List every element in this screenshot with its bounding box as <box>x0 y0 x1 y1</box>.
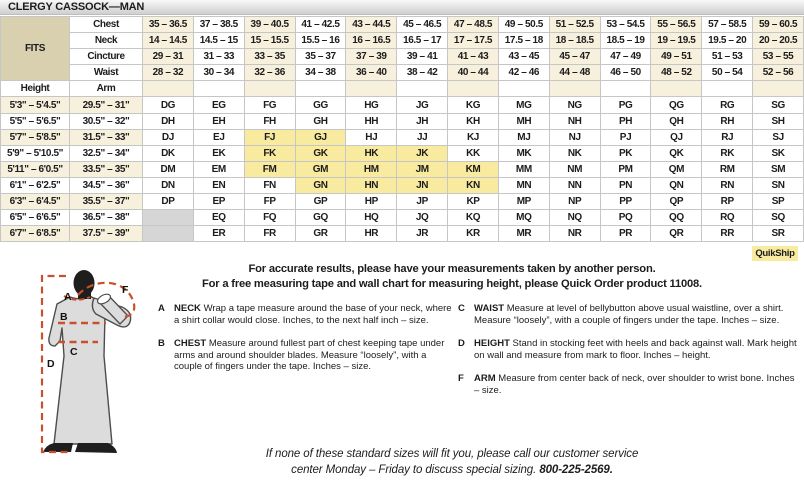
size-code-cell: DJ <box>143 129 194 145</box>
size-code-cell: KP <box>448 194 499 210</box>
size-code-cell: QJ <box>651 129 702 145</box>
size-code-cell: EK <box>193 145 244 161</box>
fits-value-cell: 35 – 37 <box>295 49 346 65</box>
size-code-cell: NQ <box>549 210 600 226</box>
header-spacer-cell <box>549 81 600 97</box>
fits-value-cell: 14 – 14.5 <box>143 33 194 49</box>
size-code-cell: EH <box>193 113 244 129</box>
notice-line-1: For accurate results, please have your measurements taken by another person. <box>248 263 656 275</box>
fits-value-cell: 43 – 44.5 <box>346 17 397 33</box>
size-code-cell: MJ <box>498 129 549 145</box>
fits-value-cell: 28 – 32 <box>143 65 194 81</box>
measurement-notice <box>100 262 804 291</box>
size-code-cell: DH <box>143 113 194 129</box>
size-code-cell: QR <box>651 226 702 242</box>
size-code-cell: GK <box>295 145 346 161</box>
instruction-height <box>458 338 798 361</box>
fits-value-cell: 20 – 20.5 <box>753 33 804 49</box>
size-code-cell: GN <box>295 177 346 193</box>
figure-label-f: F <box>122 284 129 296</box>
size-code-cell: JG <box>397 97 448 113</box>
empty-size-cell <box>143 210 194 226</box>
arm-range-cell: 30.5" – 32" <box>70 113 143 129</box>
size-code-cell: JM <box>397 161 448 177</box>
size-code-cell: QQ <box>651 210 702 226</box>
size-code-cell: JH <box>397 113 448 129</box>
size-code-cell: GQ <box>295 210 346 226</box>
fits-value-cell: 47 – 49 <box>600 49 651 65</box>
size-code-cell: PJ <box>600 129 651 145</box>
size-code-cell: HR <box>346 226 397 242</box>
fits-value-cell: 46 – 50 <box>600 65 651 81</box>
size-code-cell: FK <box>244 145 295 161</box>
fits-value-cell: 36 – 40 <box>346 65 397 81</box>
height-range-cell: 6'3" – 6'4.5" <box>1 194 70 210</box>
size-code-cell: HJ <box>346 129 397 145</box>
fits-row-label: Waist <box>70 65 143 81</box>
size-code-cell: DP <box>143 194 194 210</box>
size-code-cell: PR <box>600 226 651 242</box>
fits-value-cell: 17 – 17.5 <box>448 33 499 49</box>
size-code-cell: SJ <box>753 129 804 145</box>
size-code-cell: PP <box>600 194 651 210</box>
fits-value-cell: 19 – 19.5 <box>651 33 702 49</box>
fits-value-cell: 53 – 54.5 <box>600 17 651 33</box>
instruction-text: Measure from center back of neck, over shoulder to wrist bone. Inches – size. <box>474 373 795 396</box>
fits-value-cell: 37 – 39 <box>346 49 397 65</box>
instruction-arm <box>458 373 798 396</box>
fits-value-cell: 41 – 43 <box>448 49 499 65</box>
size-code-cell: RP <box>702 194 753 210</box>
height-range-cell: 5'3" – 5'4.5" <box>1 97 70 113</box>
fits-value-cell: 41 – 42.5 <box>295 17 346 33</box>
fits-value-cell: 39 – 41 <box>397 49 448 65</box>
size-code-cell: KQ <box>448 210 499 226</box>
fits-value-cell: 53 – 55 <box>753 49 804 65</box>
header-spacer-cell <box>753 81 804 97</box>
size-code-cell: HM <box>346 161 397 177</box>
figure-label-a: A <box>64 291 72 303</box>
fits-value-cell: 31 – 33 <box>193 49 244 65</box>
size-code-cell: JK <box>397 145 448 161</box>
size-code-cell: NH <box>549 113 600 129</box>
size-code-cell: RH <box>702 113 753 129</box>
height-range-cell: 6'1" – 6'2.5" <box>1 177 70 193</box>
size-code-cell: HP <box>346 194 397 210</box>
height-column-header: Height <box>1 81 70 97</box>
height-range-cell: 6'7" – 6'8.5" <box>1 226 70 242</box>
size-code-cell: JR <box>397 226 448 242</box>
measurement-figure <box>12 268 162 460</box>
instruction-letter: C <box>458 303 465 314</box>
arm-range-cell: 31.5" – 33" <box>70 129 143 145</box>
size-code-cell: DM <box>143 161 194 177</box>
customer-service-phone: 800-225-2569. <box>539 463 613 476</box>
header-spacer-cell <box>346 81 397 97</box>
size-code-cell: MR <box>498 226 549 242</box>
header-spacer-cell <box>244 81 295 97</box>
instruction-neck <box>158 303 454 326</box>
fits-row-label: Cincture <box>70 49 143 65</box>
page-title: CLERGY CASSOCK—MAN <box>0 0 804 15</box>
figure-label-b: B <box>60 311 68 323</box>
size-code-cell: JN <box>397 177 448 193</box>
header-spacer-cell <box>702 81 753 97</box>
fits-header: FITS <box>1 17 70 81</box>
size-code-cell: FM <box>244 161 295 177</box>
size-code-cell: SK <box>753 145 804 161</box>
size-code-cell: GJ <box>295 129 346 145</box>
fits-value-cell: 33 – 35 <box>244 49 295 65</box>
fits-value-cell: 48 – 52 <box>651 65 702 81</box>
fits-value-cell: 39 – 40.5 <box>244 17 295 33</box>
header-spacer-cell <box>600 81 651 97</box>
fits-value-cell: 50 – 54 <box>702 65 753 81</box>
fits-value-cell: 49 – 50.5 <box>498 17 549 33</box>
quikship-legend: QuikShip <box>752 246 798 261</box>
size-code-cell: JJ <box>397 129 448 145</box>
size-code-cell: FG <box>244 97 295 113</box>
size-code-cell: PM <box>600 161 651 177</box>
fits-value-cell: 17.5 – 18 <box>498 33 549 49</box>
fits-value-cell: 34 – 38 <box>295 65 346 81</box>
size-code-cell: SM <box>753 161 804 177</box>
instruction-term: HEIGHT <box>474 338 510 349</box>
size-code-cell: DG <box>143 97 194 113</box>
fits-value-cell: 32 – 36 <box>244 65 295 81</box>
size-code-cell: EN <box>193 177 244 193</box>
size-code-cell: SH <box>753 113 804 129</box>
fits-value-cell: 38 – 42 <box>397 65 448 81</box>
size-code-cell: KJ <box>448 129 499 145</box>
instruction-letter: D <box>458 338 465 349</box>
size-code-cell: PH <box>600 113 651 129</box>
fits-value-cell: 51 – 52.5 <box>549 17 600 33</box>
arm-column-header: Arm <box>70 81 143 97</box>
instruction-term: ARM <box>474 373 496 384</box>
size-code-cell: EG <box>193 97 244 113</box>
fits-value-cell: 15 – 15.5 <box>244 33 295 49</box>
height-range-cell: 5'5" – 5'6.5" <box>1 113 70 129</box>
size-code-cell: EM <box>193 161 244 177</box>
size-code-cell: RN <box>702 177 753 193</box>
instruction-letter: B <box>158 338 165 349</box>
size-code-cell: MN <box>498 177 549 193</box>
size-code-cell: PG <box>600 97 651 113</box>
size-code-cell: ER <box>193 226 244 242</box>
instruction-text: Wrap a tape measure around the base of your neck, where a shirt collar would close. Inches, to the next half inch – size. <box>174 303 452 326</box>
height-range-cell: 5'11" – 6'0.5" <box>1 161 70 177</box>
header-spacer-cell <box>448 81 499 97</box>
fits-value-cell: 49 – 51 <box>651 49 702 65</box>
size-code-cell: NK <box>549 145 600 161</box>
size-code-cell: HK <box>346 145 397 161</box>
fits-value-cell: 42 – 46 <box>498 65 549 81</box>
size-code-cell: RR <box>702 226 753 242</box>
height-range-cell: 6'5" – 6'6.5" <box>1 210 70 226</box>
special-sizing-note <box>100 447 804 478</box>
size-code-cell: HQ <box>346 210 397 226</box>
instructions-right-column <box>458 303 798 408</box>
height-range-cell: 5'7" – 5'8.5" <box>1 129 70 145</box>
arm-range-cell: 36.5" – 38" <box>70 210 143 226</box>
size-code-cell: KN <box>448 177 499 193</box>
size-code-cell: NR <box>549 226 600 242</box>
arm-range-cell: 35.5" – 37" <box>70 194 143 210</box>
size-table <box>0 16 804 242</box>
fits-value-cell: 55 – 56.5 <box>651 17 702 33</box>
size-code-cell: HG <box>346 97 397 113</box>
size-code-cell: NG <box>549 97 600 113</box>
size-code-cell: FQ <box>244 210 295 226</box>
size-code-cell: MG <box>498 97 549 113</box>
size-code-cell: SP <box>753 194 804 210</box>
arm-range-cell: 29.5" – 31" <box>70 97 143 113</box>
arm-range-cell: 32.5" – 34" <box>70 145 143 161</box>
size-code-cell: KM <box>448 161 499 177</box>
size-code-cell: DK <box>143 145 194 161</box>
size-code-cell: EJ <box>193 129 244 145</box>
arm-range-cell: 37.5" – 39" <box>70 226 143 242</box>
size-code-cell: FJ <box>244 129 295 145</box>
fits-value-cell: 37 – 38.5 <box>193 17 244 33</box>
fits-value-cell: 15.5 – 16 <box>295 33 346 49</box>
instruction-letter: F <box>458 373 464 384</box>
instruction-letter: A <box>158 303 165 314</box>
header-spacer-cell <box>651 81 702 97</box>
fits-value-cell: 40 – 44 <box>448 65 499 81</box>
size-code-cell: FR <box>244 226 295 242</box>
height-range-cell: 5'9" – 5'10.5" <box>1 145 70 161</box>
special-sizing-line-2: center Monday – Friday to discuss special sizing. 800-225-2569. <box>291 463 613 476</box>
instruction-term: WAIST <box>474 303 505 314</box>
size-code-cell: RQ <box>702 210 753 226</box>
size-code-cell: MK <box>498 145 549 161</box>
header-spacer-cell <box>143 81 194 97</box>
size-code-cell: HH <box>346 113 397 129</box>
figure-label-d: D <box>47 358 55 370</box>
fits-value-cell: 44 – 48 <box>549 65 600 81</box>
size-code-cell: QG <box>651 97 702 113</box>
size-code-cell: PK <box>600 145 651 161</box>
instruction-chest <box>158 338 454 373</box>
fits-value-cell: 59 – 60.5 <box>753 17 804 33</box>
size-code-cell: FN <box>244 177 295 193</box>
fits-row-label: Neck <box>70 33 143 49</box>
fits-value-cell: 18.5 – 19 <box>600 33 651 49</box>
fits-value-cell: 45 – 47 <box>549 49 600 65</box>
instruction-text: Measure at level of bellybutton above usual waistline, over a shirt. Measure “loosely”, with a couple of fingers under the tape. Inches – size. <box>474 303 784 326</box>
size-code-cell: QK <box>651 145 702 161</box>
size-code-cell: JQ <box>397 210 448 226</box>
size-code-cell: RM <box>702 161 753 177</box>
instruction-term: NECK <box>174 303 201 314</box>
fits-value-cell: 30 – 34 <box>193 65 244 81</box>
size-code-cell: FP <box>244 194 295 210</box>
size-code-cell: RK <box>702 145 753 161</box>
size-code-cell: SQ <box>753 210 804 226</box>
size-code-cell: FH <box>244 113 295 129</box>
fits-value-cell: 29 – 31 <box>143 49 194 65</box>
fits-value-cell: 18 – 18.5 <box>549 33 600 49</box>
fits-value-cell: 14.5 – 15 <box>193 33 244 49</box>
size-code-cell: GM <box>295 161 346 177</box>
fits-value-cell: 43 – 45 <box>498 49 549 65</box>
size-code-cell: KK <box>448 145 499 161</box>
arm-range-cell: 33.5" – 35" <box>70 161 143 177</box>
notice-line-2: For a free measuring tape and wall chart for measuring height, please Quick Order product 11008. <box>202 277 702 290</box>
header-spacer-cell <box>498 81 549 97</box>
size-code-cell: NP <box>549 194 600 210</box>
header-spacer-cell <box>397 81 448 97</box>
size-code-cell: SG <box>753 97 804 113</box>
fits-value-cell: 57 – 58.5 <box>702 17 753 33</box>
instruction-text: Stand in stocking feet with heels and back against wall. Mark height on wall and measure from mark to floor. Inches – height. <box>474 338 797 361</box>
size-code-cell: GR <box>295 226 346 242</box>
cassock-figure-illustration <box>12 268 162 460</box>
fits-value-cell: 16.5 – 17 <box>397 33 448 49</box>
header-spacer-cell <box>193 81 244 97</box>
size-code-cell: EP <box>193 194 244 210</box>
size-code-cell: GG <box>295 97 346 113</box>
size-code-cell: PQ <box>600 210 651 226</box>
fits-value-cell: 51 – 53 <box>702 49 753 65</box>
size-code-cell: MP <box>498 194 549 210</box>
size-code-cell: GP <box>295 194 346 210</box>
arm-range-cell: 34.5" – 36" <box>70 177 143 193</box>
size-code-cell: DN <box>143 177 194 193</box>
size-code-cell: QH <box>651 113 702 129</box>
fits-row-label: Chest <box>70 17 143 33</box>
size-code-cell: JP <box>397 194 448 210</box>
size-code-cell: MM <box>498 161 549 177</box>
figure-label-c: C <box>70 346 78 358</box>
size-code-cell: MH <box>498 113 549 129</box>
size-table-body <box>1 17 804 242</box>
special-sizing-line-1: If none of these standard sizes will fit you, please call our customer service <box>265 448 639 460</box>
size-code-cell: SN <box>753 177 804 193</box>
size-code-cell: NJ <box>549 129 600 145</box>
fits-value-cell: 19.5 – 20 <box>702 33 753 49</box>
figure-head <box>74 270 95 296</box>
figure-shoe-left <box>43 443 73 452</box>
size-code-cell: QP <box>651 194 702 210</box>
size-code-cell: QM <box>651 161 702 177</box>
size-code-cell: QN <box>651 177 702 193</box>
instruction-text: Measure around fullest part of chest keeping tape under arms and around shoulder blades. Measure “loosely”, with a couple of fingers under the tape. Inches – size. <box>174 338 445 372</box>
instructions-left-column <box>158 303 454 385</box>
size-code-cell: RG <box>702 97 753 113</box>
size-code-cell: KG <box>448 97 499 113</box>
size-code-cell: KR <box>448 226 499 242</box>
fits-value-cell: 16 – 16.5 <box>346 33 397 49</box>
empty-size-cell <box>143 226 194 242</box>
fits-value-cell: 45 – 46.5 <box>397 17 448 33</box>
fits-value-cell: 52 – 56 <box>753 65 804 81</box>
size-code-cell: NN <box>549 177 600 193</box>
fits-value-cell: 35 – 36.5 <box>143 17 194 33</box>
size-code-cell: HN <box>346 177 397 193</box>
fits-value-cell: 47 – 48.5 <box>448 17 499 33</box>
size-code-cell: KH <box>448 113 499 129</box>
size-code-cell: SR <box>753 226 804 242</box>
size-code-cell: GH <box>295 113 346 129</box>
size-code-cell: PN <box>600 177 651 193</box>
size-code-cell: EQ <box>193 210 244 226</box>
size-code-cell: RJ <box>702 129 753 145</box>
header-spacer-cell <box>295 81 346 97</box>
instruction-waist <box>458 303 798 326</box>
instruction-term: CHEST <box>174 338 207 349</box>
size-code-cell: NM <box>549 161 600 177</box>
size-code-cell: MQ <box>498 210 549 226</box>
